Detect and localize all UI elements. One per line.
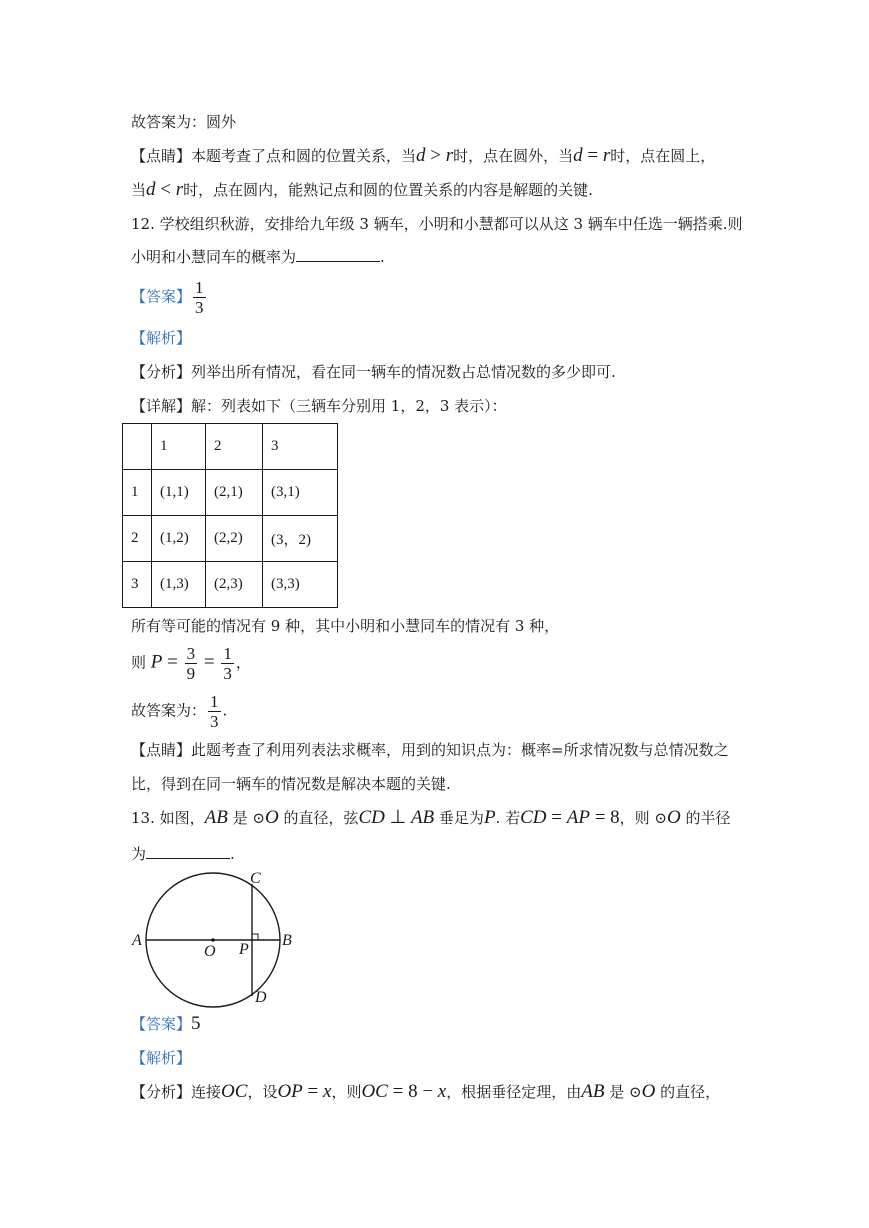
fraction (208, 692, 221, 731)
text: 本题考查了点和圆的位置关系，当 (191, 147, 417, 165)
math-var: OP (277, 1081, 303, 1102)
solution-line-1: 所有等可能的情况有 9 种，其中小明和小慧同车的情况有 3 种， (131, 617, 560, 635)
table-cell: 3 (263, 424, 338, 470)
math-op: < (155, 179, 176, 200)
circle-figure (128, 868, 300, 1010)
text: 时，点在圆上， (610, 147, 716, 165)
table-cell: (1,1) (152, 470, 206, 516)
answer-value: 5 (191, 1013, 201, 1034)
math-var: AB (410, 807, 435, 828)
table-cell: 1 (152, 424, 206, 470)
math-op: = (582, 145, 603, 166)
math-var: x (437, 1081, 447, 1102)
text: 故答案为： (131, 701, 207, 720)
table-cell: (3,3) (263, 562, 338, 608)
question-13-line-2 (131, 844, 235, 864)
table-cell: 2 (206, 424, 263, 470)
answer-blank (146, 844, 230, 859)
text: ，则 (331, 1083, 362, 1101)
text: 当 (131, 181, 147, 199)
detail-12 (131, 396, 507, 416)
label-b: B (282, 932, 292, 949)
text: 则 (131, 653, 151, 672)
denominator: 3 (210, 712, 219, 731)
text: 此题考查了利用列表法求概率，用到的知识点为：概率=所求情况数与总情况数之 (191, 741, 729, 759)
text: 的直径， (655, 1083, 721, 1101)
text: 13. 如图， (131, 809, 205, 827)
text: 时，点在圆外，当 (453, 147, 574, 165)
math-var: OC (221, 1081, 248, 1102)
math-var: r (175, 179, 184, 200)
math-op: > (425, 145, 446, 166)
table-cell: 1 (123, 470, 152, 516)
answer-13 (131, 1014, 201, 1034)
fraction (193, 278, 206, 317)
dianjing-tag: 【点睛】 (131, 741, 192, 759)
math-var: CD (520, 807, 547, 828)
analysis-12 (131, 362, 616, 382)
label-a: A (132, 932, 142, 949)
dianjing-12-line-1 (131, 740, 729, 760)
text: 小明和小慧同车的概率为 (131, 248, 297, 266)
math-var: O (641, 1081, 656, 1102)
jiexi-tag: 【解析】 (131, 329, 192, 347)
text: 的半径 (680, 809, 731, 827)
answer-tag: 【答案】 (131, 1015, 192, 1033)
text: 是 ⊙ (227, 809, 265, 827)
text: . (222, 701, 228, 720)
text: 是 ⊙ (604, 1083, 642, 1101)
table-cell: (1,2) (152, 516, 206, 562)
right-angle-mark (252, 934, 258, 940)
final-answer-12 (131, 692, 227, 731)
table-cell: (2,1) (206, 470, 263, 516)
text: ，设 (247, 1083, 278, 1101)
text: 列举出所有情况，看在同一辆车的情况数占总情况数的多少即可. (191, 363, 616, 381)
label-p: P (239, 941, 249, 958)
question-13-line-1 (131, 808, 731, 828)
math-var: CD (358, 807, 385, 828)
table-cell: (2,3) (206, 562, 263, 608)
math-op: = (546, 807, 567, 828)
question-12-line-2 (131, 247, 385, 267)
dianjing-12-line-2: 比，得到在同一辆车的情况数是解决本题的关键. (131, 775, 451, 793)
answer-text-prev: 故答案为：圆外 (131, 113, 237, 131)
math-var: P (483, 807, 496, 828)
fraction (221, 644, 234, 683)
table-cell: (3,1) (263, 470, 338, 516)
label-c: C (250, 870, 261, 887)
math-op: = 8 − (387, 1081, 438, 1102)
math-var: AB (204, 807, 228, 828)
text: ，根据垂径定理，由 (446, 1083, 582, 1101)
probability-equation (131, 644, 251, 683)
math-var: OC (361, 1081, 388, 1102)
math-op: = (302, 1081, 323, 1102)
fraction (185, 644, 198, 683)
table-cell: (2,2) (206, 516, 263, 562)
analysis-13 (131, 1082, 720, 1102)
text: 时，点在圆内，能熟记点和圆的位置关系的内容是解题的关键. (183, 181, 593, 199)
answer-blank (296, 247, 380, 262)
math-var: P (150, 651, 163, 673)
table-cell: 2 (123, 516, 152, 562)
numerator: 1 (195, 278, 204, 297)
table-cell: 3 (123, 562, 152, 608)
answer-tag: 【答案】 (131, 287, 192, 306)
table-row (123, 470, 338, 516)
analysis-tag: 【分析】 (131, 363, 192, 381)
text: ， (235, 653, 251, 672)
denominator: 3 (195, 298, 204, 317)
text: 为 (131, 845, 147, 863)
math-var: d (573, 145, 583, 166)
math-var: O (667, 807, 681, 828)
math-var: x (323, 1081, 332, 1102)
text: ，则 ⊙ (619, 809, 667, 827)
question-12-line-1: 12. 学校组织秋游，安排给九年级 3 辆车，小明和小慧都可以从这 3 辆车中任选一辆搭乘.则 (131, 215, 743, 233)
center-point (211, 938, 215, 942)
table-row (123, 516, 338, 562)
numerator: 3 (186, 644, 196, 663)
text: 解：列表如下（三辆车分别用 1，2，3 表示）： (191, 397, 507, 415)
jiexi-tag-13: 【解析】 (131, 1049, 192, 1067)
math-var: d (146, 179, 156, 200)
table-header-row (123, 424, 338, 470)
dianjing-line-2 (131, 180, 593, 200)
table-cell: (3，2) (263, 516, 338, 562)
math-var: O (264, 807, 279, 828)
text: . (230, 845, 235, 863)
numerator: 1 (210, 692, 219, 711)
math-op: = (162, 651, 183, 673)
math-op: = (199, 651, 220, 673)
outcome-table (122, 423, 338, 608)
denominator: 9 (186, 664, 196, 683)
math-var: d (416, 145, 426, 166)
dianjing-line-1 (131, 146, 715, 166)
answer-12 (131, 278, 208, 317)
dianjing-tag: 【点睛】 (131, 147, 192, 165)
math-op: ⊥ (384, 807, 411, 828)
math-op: = 8 (589, 807, 620, 828)
table-cell (123, 424, 152, 470)
detail-tag: 【详解】 (131, 397, 192, 415)
analysis-tag: 【分析】 (131, 1083, 192, 1101)
math-var: r (445, 145, 454, 166)
math-var: r (602, 145, 611, 166)
text: 垂足为 (434, 809, 484, 827)
math-var: AP (566, 807, 590, 828)
text: 连接 (191, 1083, 222, 1101)
denominator: 3 (223, 664, 232, 683)
math-var: AB (581, 1081, 605, 1102)
text: . (380, 248, 385, 266)
label-o: O (204, 943, 216, 960)
table-row (123, 562, 338, 608)
label-d: D (255, 989, 267, 1006)
text: 的直径，弦 (278, 809, 359, 827)
text: . 若 (495, 809, 521, 827)
table-cell: (1,3) (152, 562, 206, 608)
numerator: 1 (223, 644, 232, 663)
